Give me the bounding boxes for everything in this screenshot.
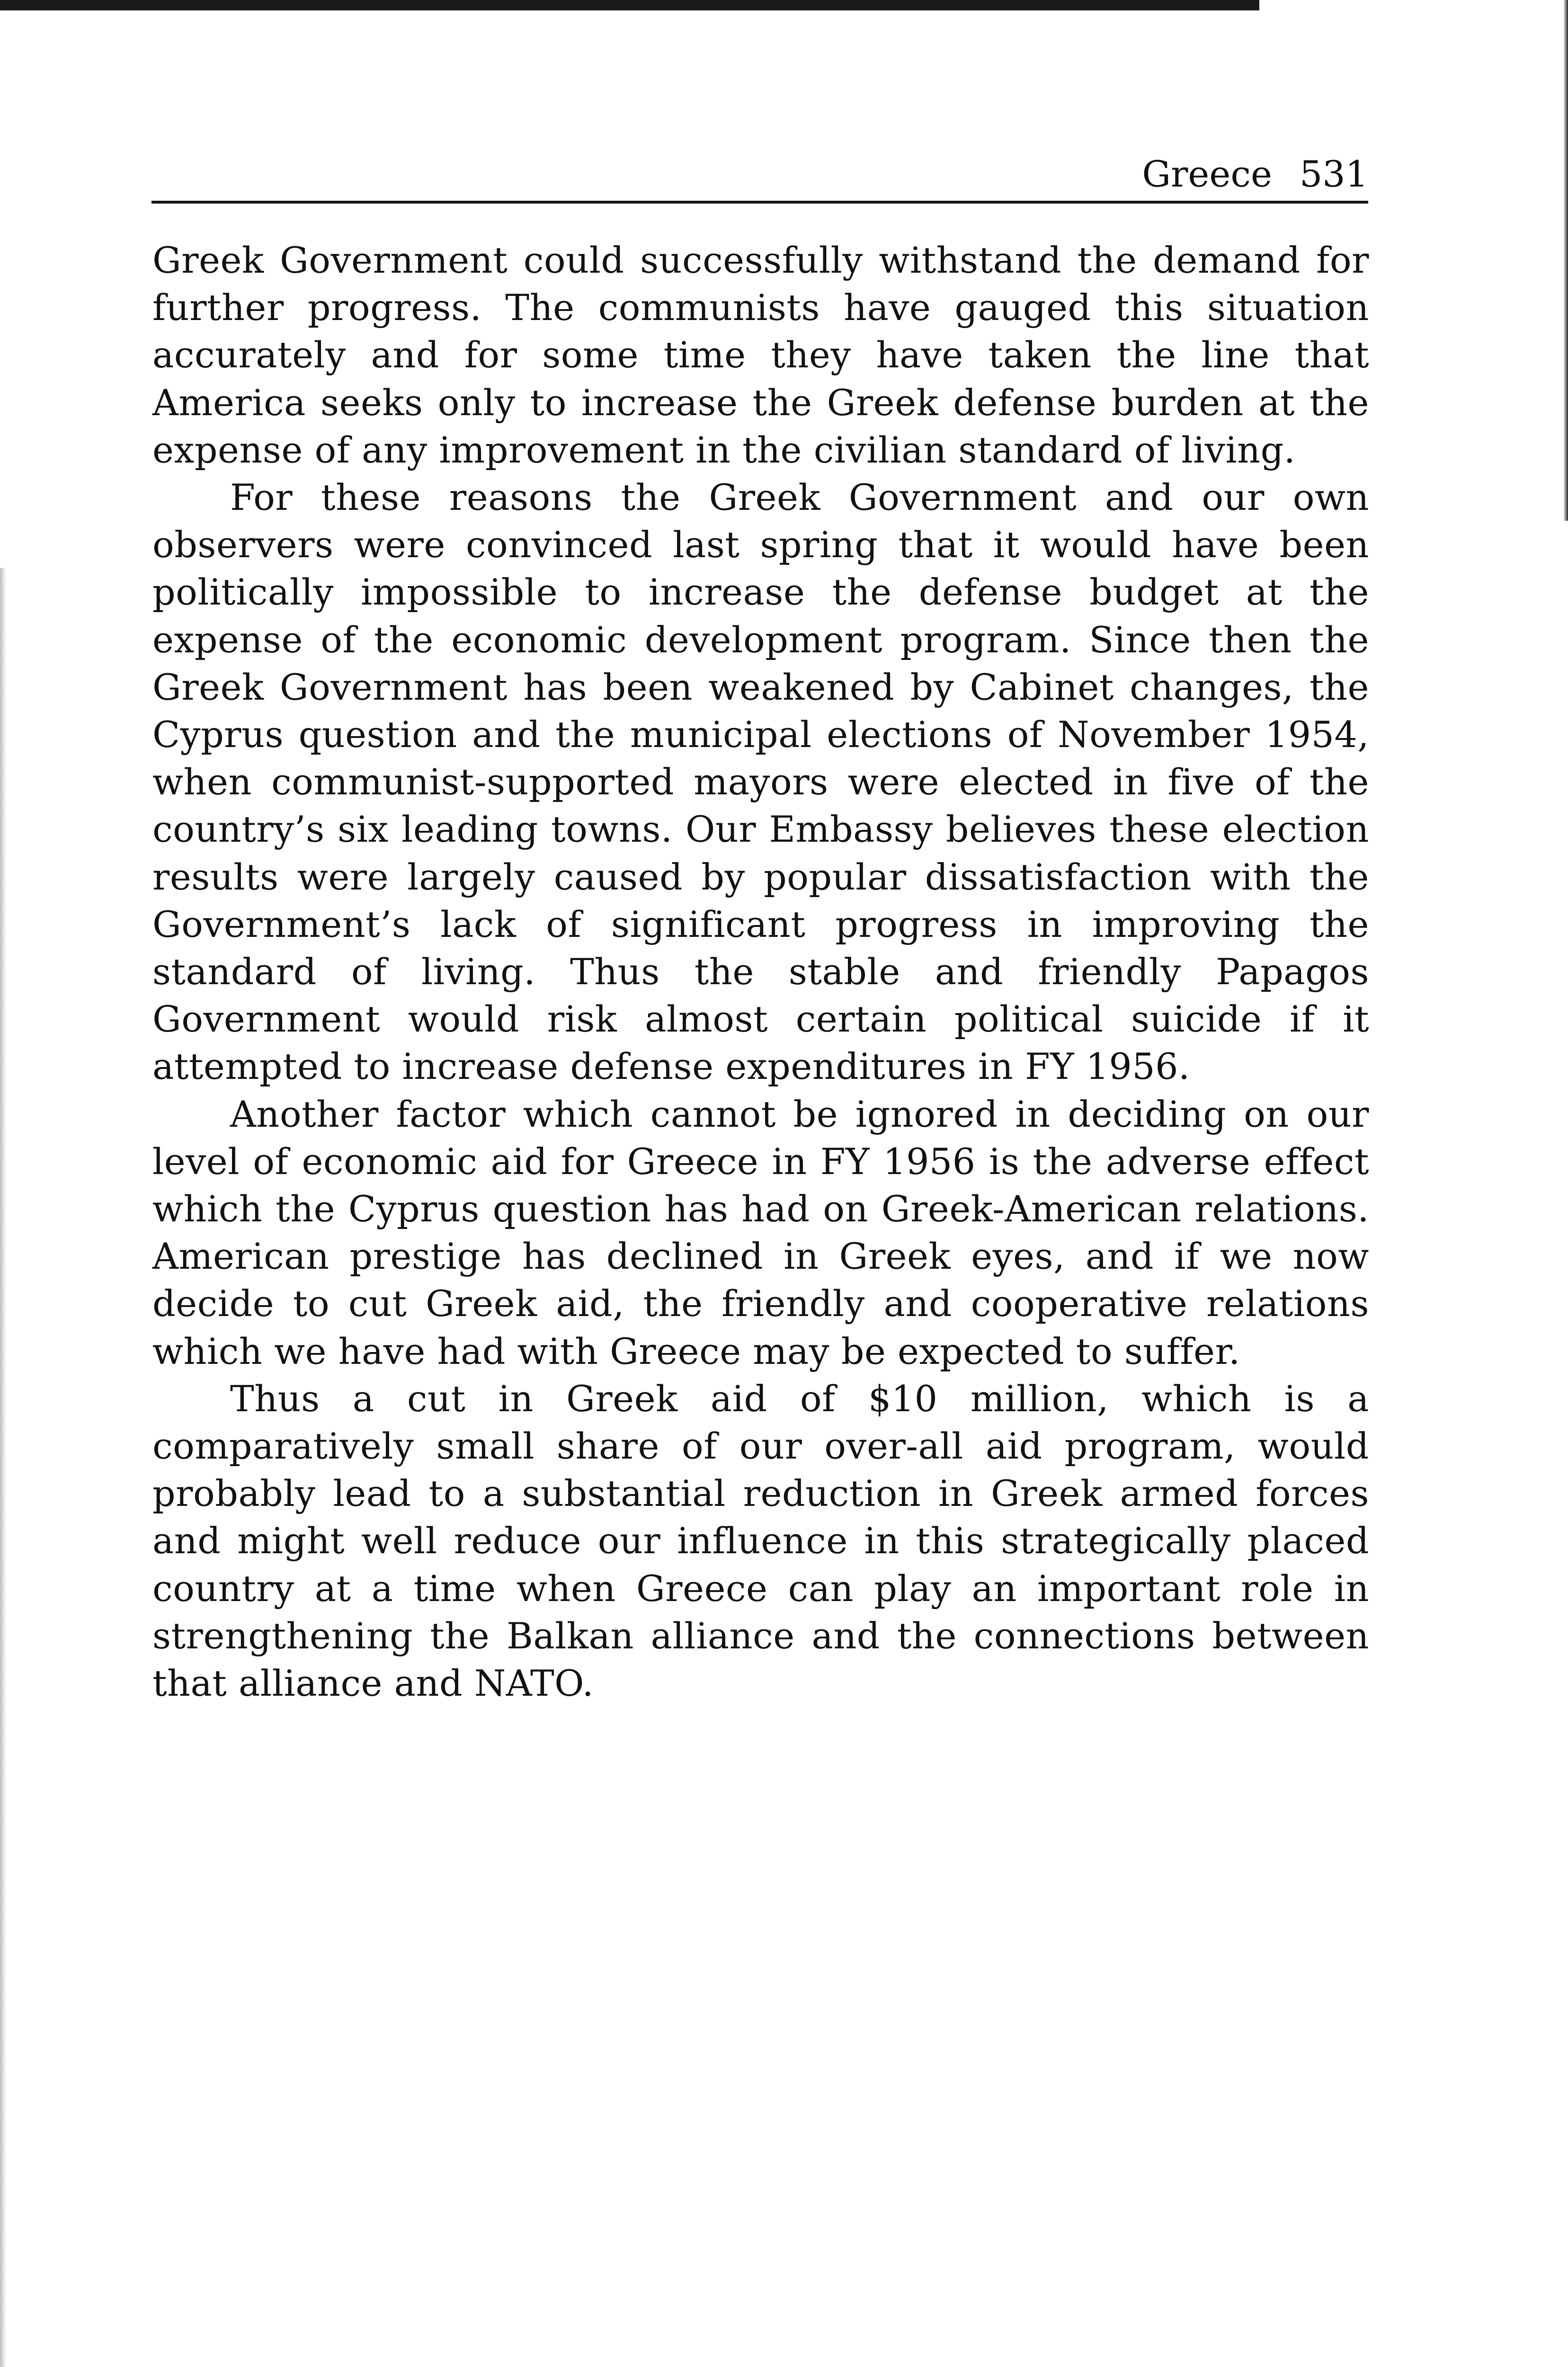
scan-right-edge xyxy=(1563,0,1568,521)
body-paragraph-1: Greek Government could successfully withstand the demand for further progress. The communists have gauged this situation accurately and for some time they have taken the line that America seeks only to increase the Greek defense burden at the expense of any improvement in the civilian standard of living. xyxy=(152,239,1369,471)
body-paragraph-3: Another factor which cannot be ignored in deciding on our level of economic aid for Greece in FY 1956 is the adverse effect which the Cyprus question has had on Greek-American relations. American prestige has declined in Greek eyes, and if we now decide to cut Greek aid, the friendly and cooperative relations which we have had with Greece may be expected to suffer. xyxy=(152,1093,1369,1372)
body-paragraph-4: Thus a cut in Greek aid of $10 million, which is a comparatively small share of our over-all aid program, would probably lead to a substantial reduction in Greek armed forces and might well reduce our influence in this strategically placed country at a time when Greece can play an important role in strengthening the Balkan alliance and the connections between that alliance and NATO. xyxy=(152,1377,1369,1705)
running-head-title: Greece xyxy=(1142,153,1272,195)
page-number: 531 xyxy=(1299,153,1368,195)
scan-top-edge xyxy=(0,0,1259,10)
body-paragraph-2: For these reasons the Greek Government and our own observers were convinced last spring that it would have been politically impossible to increase the defense budget at the expense of the economic development program. Since then the Greek Government has been weakened by Cabinet changes, the Cyprus question and the municipal elections of November 1954, when communist-supported mayors were elected in five of the country’s six leading towns. Our Embassy believes these election results were largely caused by popular dissatisfaction with the Government’s lack of significant progress in improving the standard of living. Thus the stable and friendly Papagos Government would risk almost certain political suicide if it attempted to increase defense expenditures in FY 1956. xyxy=(152,476,1369,1088)
scan-left-edge xyxy=(0,568,7,2367)
running-head xyxy=(151,142,1368,208)
running-head-text xyxy=(1142,153,1368,195)
running-head-rule xyxy=(151,201,1368,204)
page-body xyxy=(152,237,1369,1707)
